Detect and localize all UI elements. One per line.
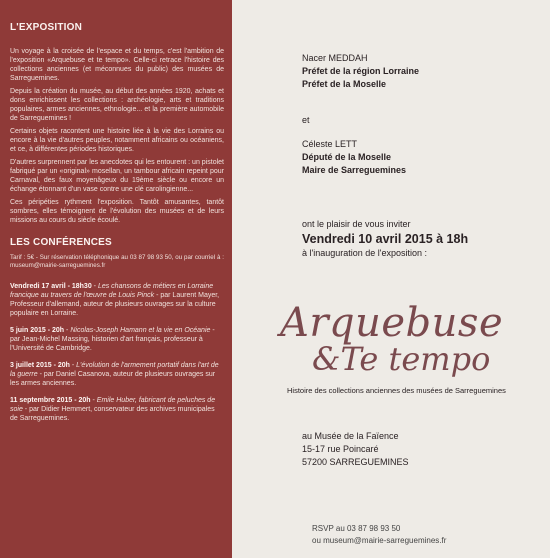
venue-block	[302, 430, 409, 469]
exposition-paragraph: Depuis la création du musée, au début des années 1920, achats et dons enrichissent les collections : archéologie, arts et traditions populaires, armes anciennes, ethnologie... et la première automobile de Sarreguemines !	[10, 88, 224, 122]
conference-title: Les chansons de métiers en Lorraine francique au travers de l'œuvre de Louis Pinck	[10, 283, 214, 299]
right-panel	[232, 0, 550, 558]
conferences-tarif: Tarif : 5€ - Sur réservation téléphonique au 03 87 98 93 50, ou par courriel à : museum@mairie-sarreguemines.fr	[10, 254, 224, 269]
conference-date: 11 septembre 2015 - 20h	[10, 397, 91, 404]
conference-item: 3 juillet 2015 - 20h - L'évolution de l'armement portatif dans l'art de la guerre - par Daniel Casanova, auteur de plusieurs ouvrages sur les armes anciennes.	[10, 362, 219, 387]
title-arquebuse: Arquebuse	[280, 300, 504, 346]
conference-title: L'évolution de l'armement portatif dans l'art de la guerre	[10, 362, 219, 378]
host2-name: Céleste LETT	[302, 139, 358, 149]
conference-speaker: - par Laurent Mayer, Professeur d'allemand, auteur de plusieurs ouvrages sur la culture populaire en Lorraine.	[10, 292, 220, 317]
conferences-heading: LES CONFÉRENCES	[10, 237, 112, 248]
conference-date: 5 juin 2015 - 20h	[10, 327, 65, 334]
title-te-tempo: &Te tempo	[312, 340, 491, 378]
conference-title: Emile Huber, fabricant de peluches de soie	[10, 397, 216, 413]
invitation-date: Vendredi 10 avril 2015 à 18h	[302, 232, 469, 246]
rsvp-block	[312, 523, 446, 547]
conference-date: Vendredi 17 avril - 18h30	[10, 283, 92, 290]
left-panel	[0, 0, 232, 558]
venue-line3: 57200 SARREGUEMINES	[302, 457, 409, 467]
conference-speaker: - par Jean-Michel Massing, historien d'art français, professeur à l'Université de Cambridge.	[10, 327, 215, 352]
conference-item: 11 septembre 2015 - 20h - Emile Huber, fabricant de peluches de soie - par Didier Hemmert, conservateur des archives municipales de Sarreguemines.	[10, 397, 216, 422]
host2-block	[302, 138, 406, 177]
host2-role2: Maire de Sarreguemines	[302, 165, 407, 175]
exposition-paragraph: Certains objets racontent une histoire liée à la vie des Lorrains ou encore à la vie d'autres peuples, notamment africains ou océaniens, et ce, à différentes périodes historiques.	[10, 128, 224, 153]
conference-speaker: - par Didier Hemmert, conservateur des archives municipales de Sarreguemines.	[10, 406, 215, 422]
rsvp-phone: RSVP au 03 87 98 93 50	[312, 524, 401, 533]
conference-item: 5 juin 2015 - 20h - Nicolas-Joseph Hamann et la vie en Océanie - par Jean-Michel Massing, historien d'art français, professeur à l'Université de Cambridge.	[10, 327, 215, 352]
venue-line1: au Musée de la Faïence	[302, 431, 399, 441]
invitation-line1: ont le plaisir de vous inviter	[302, 219, 411, 229]
exposition-paragraph: Un voyage à la croisée de l'espace et du temps, c'est l'ambition de l'exposition «Arquebuse et te tempo». Celle-ci retrace l'histoire des collections anciennes (et méconnues du public) des musées de Sarreguemines.	[10, 48, 224, 82]
exposition-paragraph: D'autres surprennent par les anecdotes qui les entourent : un pistolet fabriqué par un «original» mosellan, un tambour africain repeint pour Carnaval, des faux moyenâgeux du 19ème siècle ou encore un échange étonnant d'un vase contre une clé carolingienne...	[10, 159, 224, 193]
exposition-heading: L'EXPOSITION	[10, 22, 83, 33]
and-text: et	[302, 115, 310, 125]
conference-title: Nicolas-Joseph Hamann et la vie en Océanie	[70, 327, 211, 334]
invitation-block	[302, 218, 468, 260]
rsvp-email: ou museum@mairie-sarreguemines.fr	[312, 536, 447, 545]
invitation-line2: à l'inauguration de l'exposition :	[302, 248, 428, 258]
conference-speaker: - par Daniel Casanova, auteur de plusieurs ouvrages sur les armes anciennes.	[10, 371, 216, 387]
host1-block	[302, 52, 419, 91]
conference-date: 3 juillet 2015 - 20h	[10, 362, 70, 369]
host1-name: Nacer MEDDAH	[302, 53, 368, 63]
host2-role1: Député de la Moselle	[302, 152, 392, 162]
host1-role2: Préfet de la Moselle	[302, 79, 387, 89]
exhibition-subtitle: Histoire des collections anciennes des musées de Sarreguemines	[287, 386, 506, 395]
venue-line2: 15-17 rue Poincaré	[302, 444, 379, 454]
host1-role1: Préfet de la région Lorraine	[302, 66, 420, 76]
conference-item: Vendredi 17 avril - 18h30 - Les chansons de métiers en Lorraine francique au travers de l'œuvre de Louis Pinck - par Laurent Mayer, Professeur d'allemand, auteur de plusieurs ouvrages sur la culture populaire en Lorraine.	[10, 283, 220, 317]
exposition-paragraph: Ces péripéties rythment l'exposition. Tantôt amusantes, tantôt sombres, elles témoignent de l'évolution des musées et de leurs missions au cours du siècle écoulé.	[10, 199, 224, 224]
